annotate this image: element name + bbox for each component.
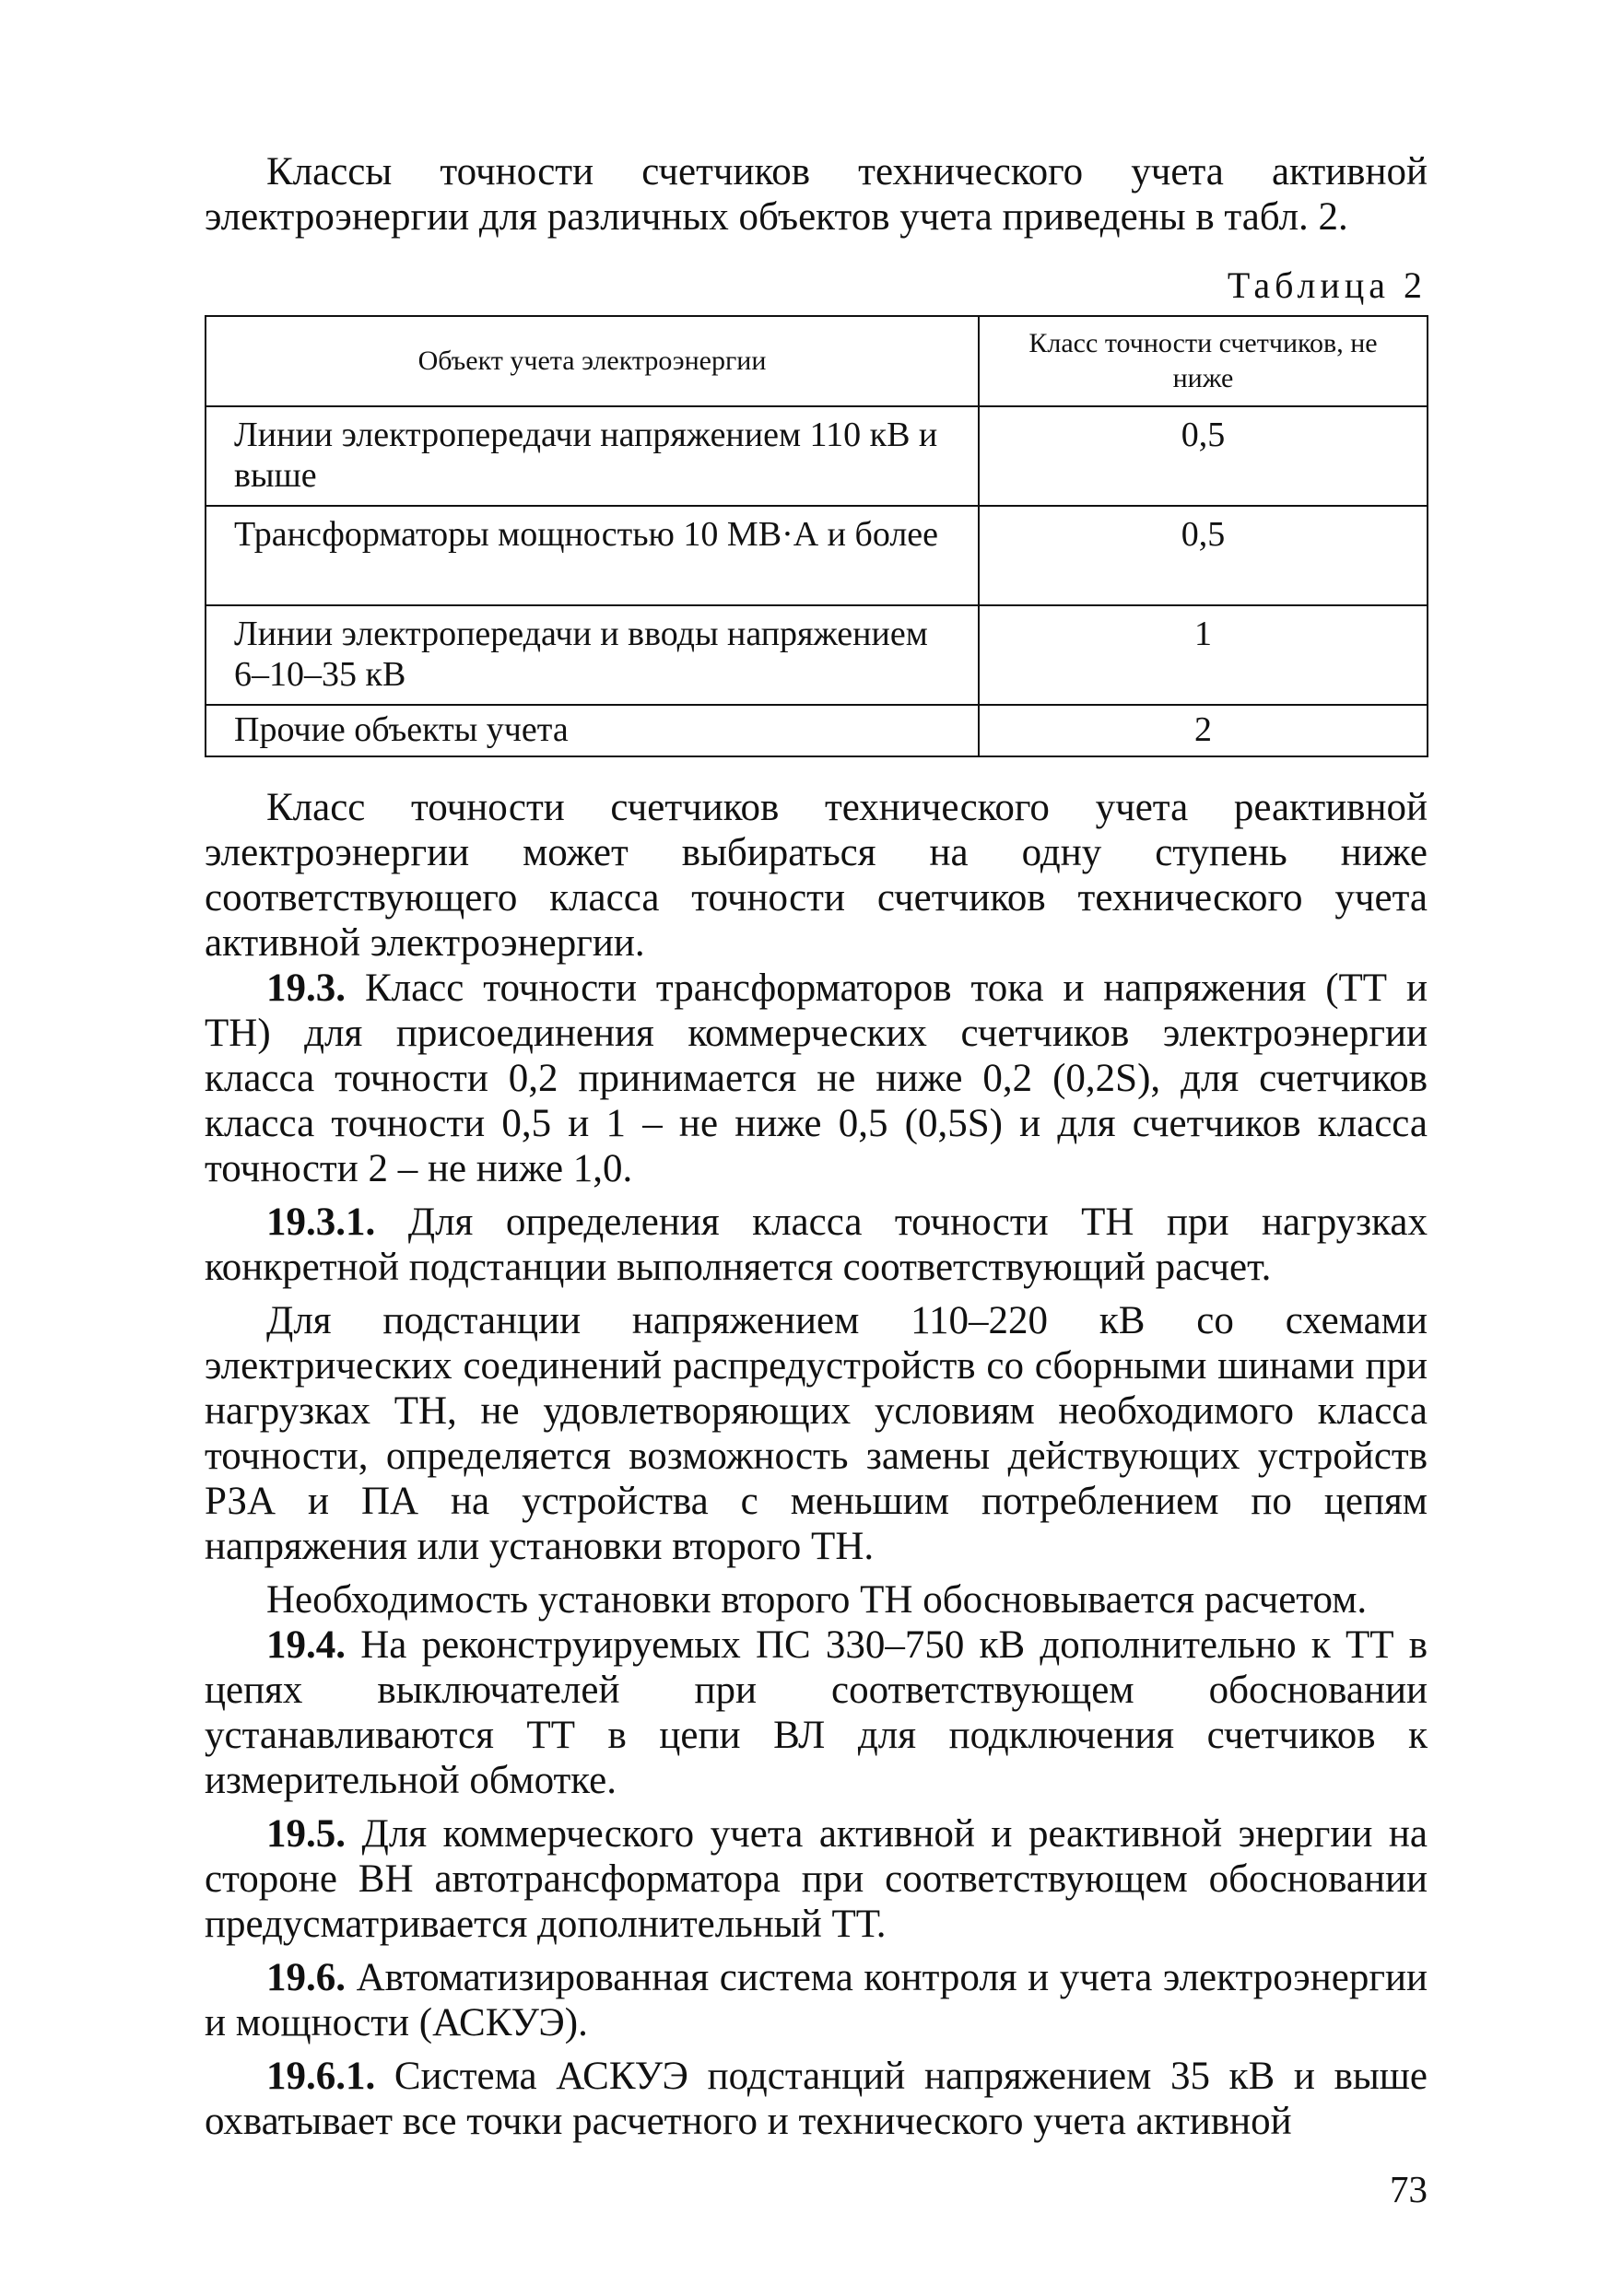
row-object: Прочие объекты учета	[206, 705, 979, 756]
page-number: 73	[1390, 2168, 1428, 2210]
paragraph	[205, 1577, 1428, 1622]
section-number: 19.3.1.	[266, 1201, 376, 1244]
paragraph-text: На реконструируемых ПС 330–750 кВ дополнительно к ТТ в цепях выключателей при соответствующем обосновании устанавливаются ТТ в цепи ВЛ для подключения счетчиков к измерительной обмотке.	[205, 1623, 1428, 1802]
paragraph	[205, 785, 1428, 966]
row-accuracy: 1	[979, 605, 1428, 705]
section-number: 19.6.1.	[266, 2055, 376, 2098]
paragraph-text: Система АСКУЭ подстанций напряжением 35 кВ и выше охватывает все точки расчетного и технического учета активной	[205, 2055, 1428, 2143]
table-header-row	[206, 316, 1428, 406]
paragraph	[205, 1622, 1428, 1803]
paragraph	[205, 1298, 1428, 1569]
header-class: Класс точности счетчиков, не ниже	[979, 316, 1428, 406]
table-caption: Таблица 2	[1227, 264, 1427, 306]
table-row	[206, 705, 1428, 756]
paragraph-text: Класс точности трансформаторов тока и напряжения (ТТ и ТН) для присоединения коммерческих счетчиков электроэнергии класса точности 0,2 принимается не ниже 0,2 (0,2S), для счетчиков класса точности 0,5 и 1 – не ниже 0,5 (0,5S) и для счетчиков класса точности 2 – не ниже 1,0.	[205, 966, 1428, 1190]
row-object: Линии электропередачи напряжением 110 кВ и выше	[206, 406, 979, 506]
paragraph-text: Класс точности счетчиков технического учета реактивной электроэнергии может выбираться на одну ступень ниже соответствующего класса точности счетчиков технического учета активной электроэнергии.	[205, 786, 1428, 965]
table-row	[206, 605, 1428, 705]
row-accuracy: 2	[979, 705, 1428, 756]
table-row	[206, 406, 1428, 506]
row-object: Линии электропередачи и вводы напряжением 6–10–35 кВ	[206, 605, 979, 705]
paragraph	[205, 1955, 1428, 2045]
paragraph-text: Автоматизированная система контроля и учета электроэнергии и мощности (АСКУЭ).	[205, 1956, 1428, 2044]
paragraph	[205, 1811, 1428, 1947]
paragraph	[205, 1200, 1428, 1290]
paragraph-text: Для коммерческого учета активной и реактивной энергии на стороне ВН автотрансформатора при соответствующем обосновании предусматривается дополнительный ТТ.	[205, 1812, 1428, 1946]
paragraph	[205, 966, 1428, 1191]
section-number: 19.4.	[266, 1623, 346, 1667]
row-accuracy: 0,5	[979, 506, 1428, 605]
table-row	[206, 506, 1428, 605]
section-number: 19.6.	[266, 1956, 346, 1999]
row-object: Трансформаторы мощностью 10 МВ·А и более	[206, 506, 979, 605]
header-object: Объект учета электроэнергии	[206, 316, 979, 406]
section-number: 19.5.	[266, 1812, 346, 1856]
accuracy-table	[205, 315, 1428, 757]
intro-block	[205, 149, 1428, 240]
paragraph-text: Для определения класса точности ТН при нагрузках конкретной подстанции выполняется соответствующий расчет.	[205, 1201, 1428, 1289]
row-accuracy: 0,5	[979, 406, 1428, 506]
paragraph	[205, 2054, 1428, 2144]
intro-paragraph: Классы точности счетчиков технического учета активной электроэнергии для различных объектов учета приведены в табл. 2.	[205, 150, 1428, 239]
paragraph-text: Для подстанции напряжением 110–220 кВ со схемами электрических соединений распредустройств со сборными шинами при нагрузках ТН, не удовлетворяющих условиям необходимого класса точности, определяется возможность замены действующих устройств РЗА и ПА на устройства с меньшим потреблением по цепям напряжения или установки второго ТН.	[205, 1299, 1428, 1568]
paragraph-text: Необходимость установки второго ТН обосновывается расчетом.	[266, 1578, 1368, 1622]
section-number: 19.3.	[266, 966, 346, 1010]
body-text	[205, 785, 1428, 2144]
